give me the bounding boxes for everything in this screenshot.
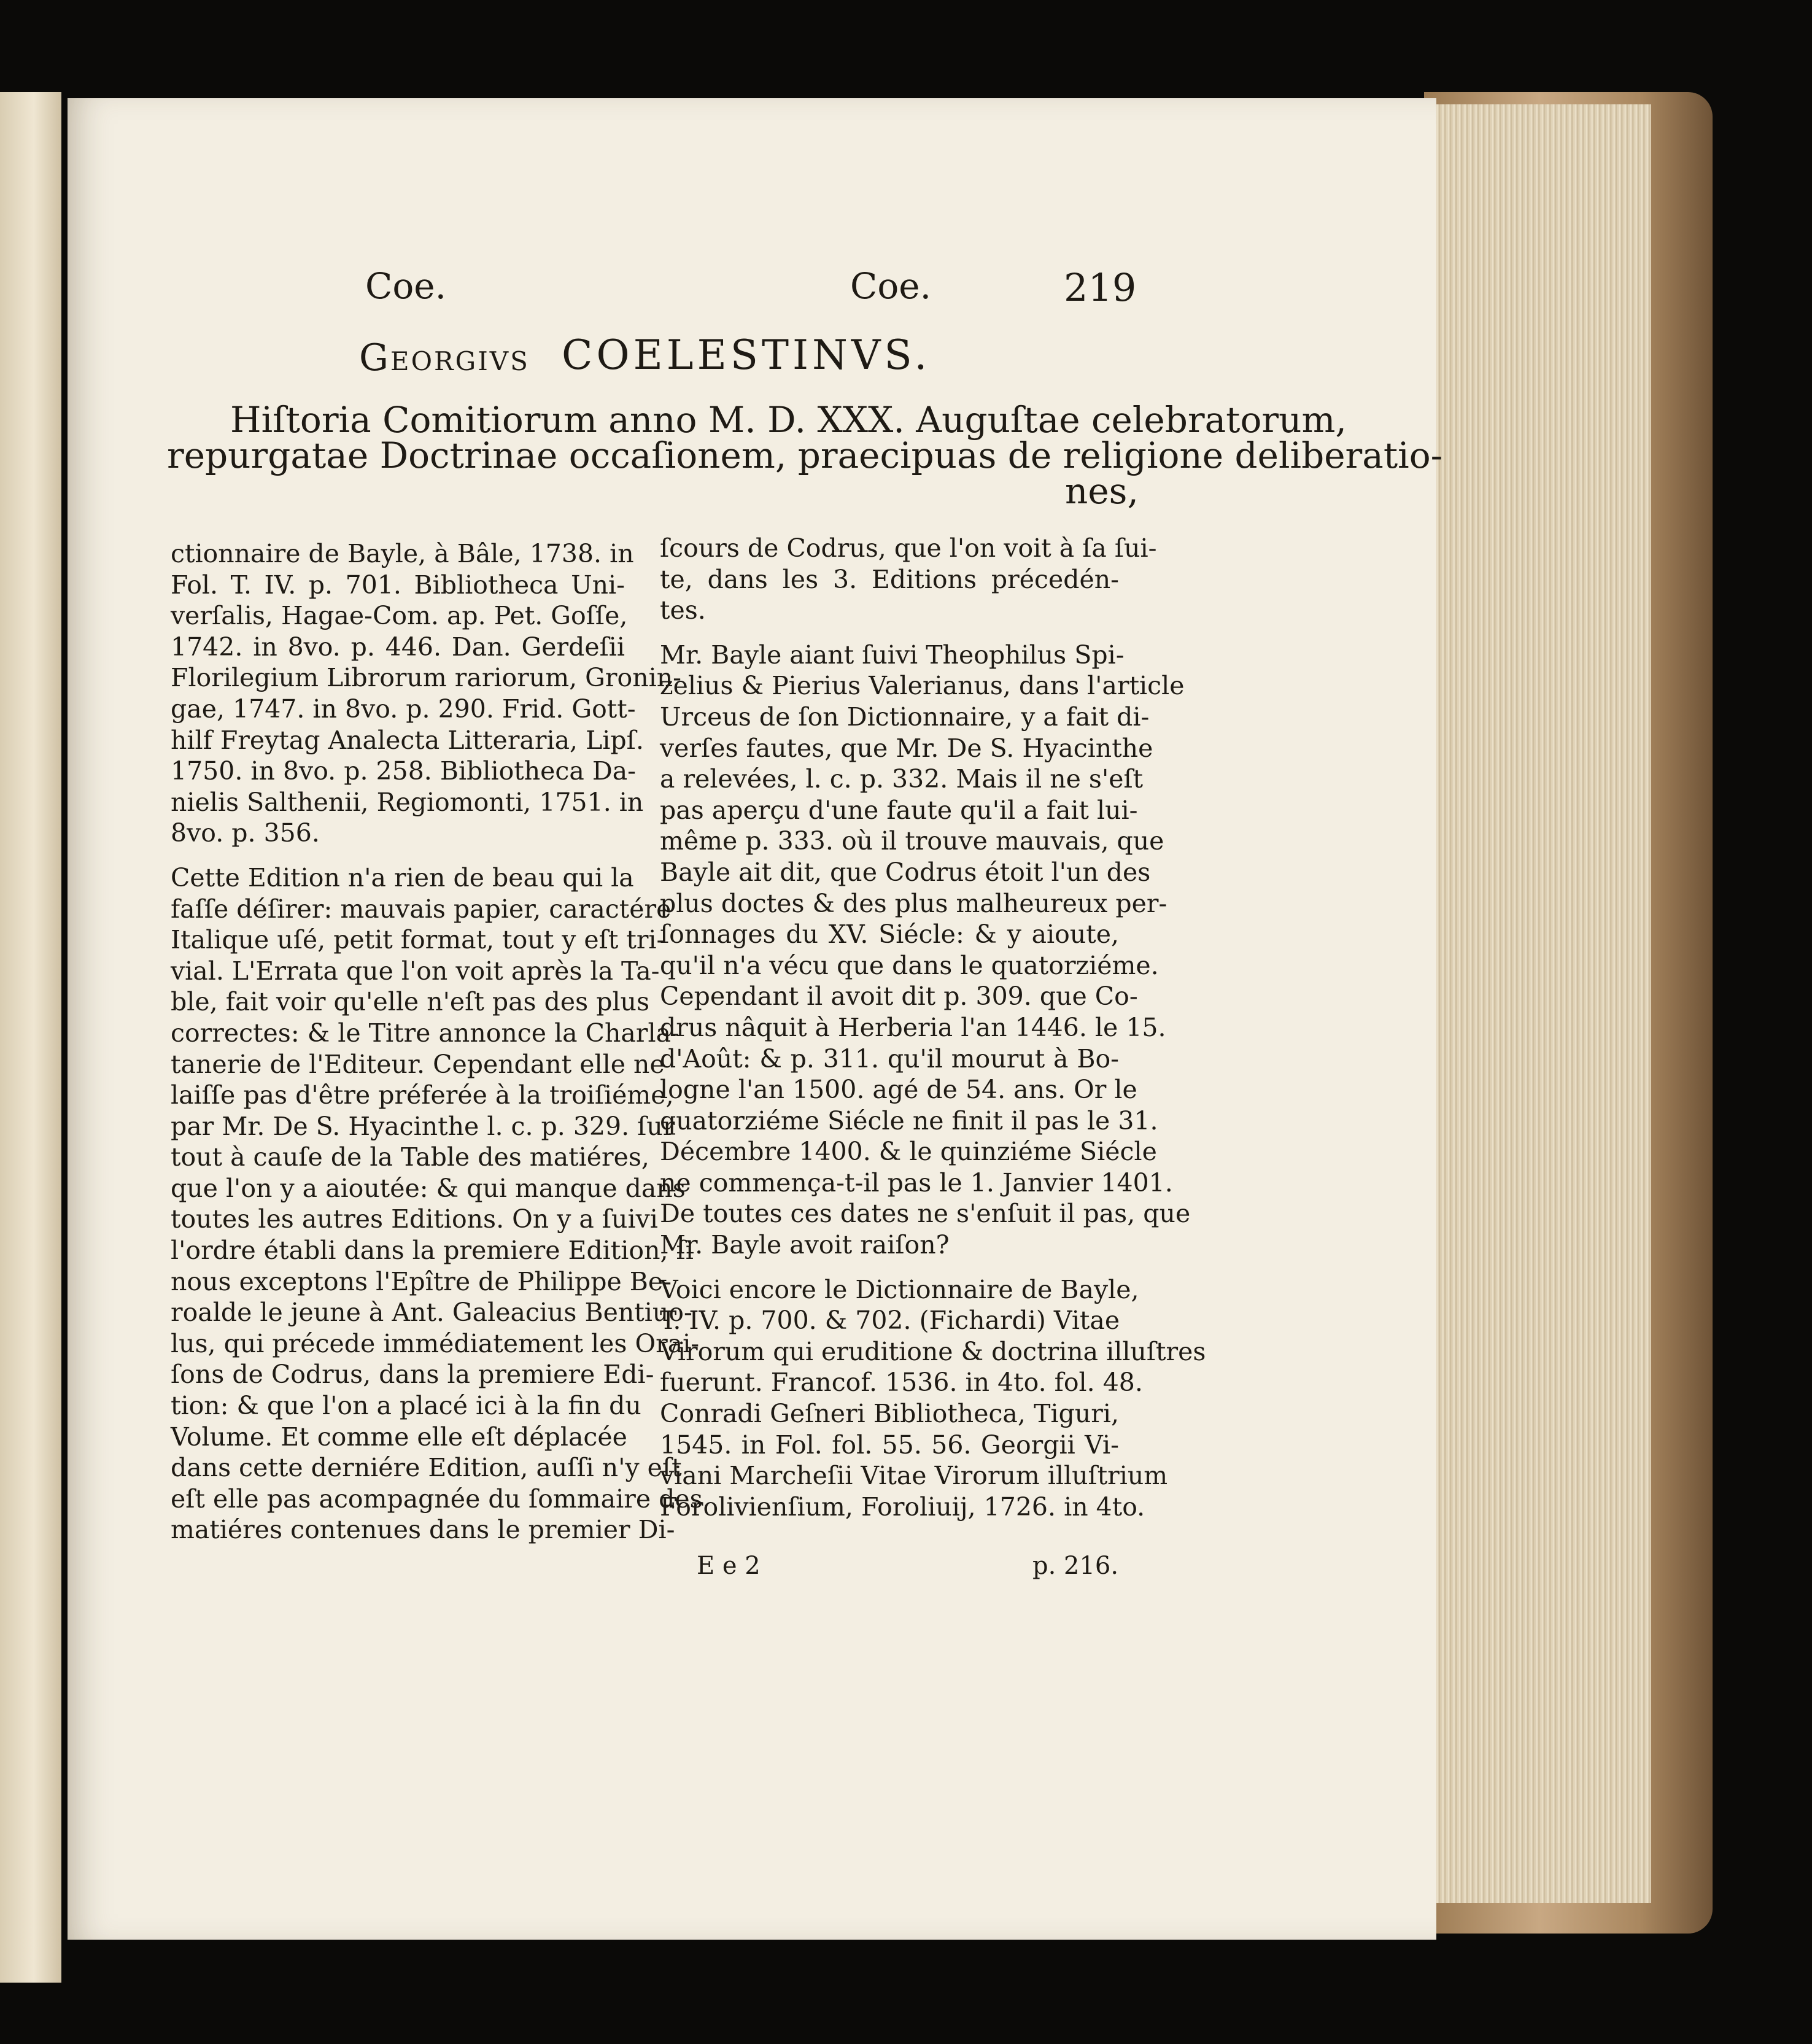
subtitle-line-2: repurgatae Doctrinae occaſionem, praecipuas de religione deliberatio- [167,435,1443,476]
text-line: De toutes ces dates ne s'enſuit il pas, que [660,1199,1191,1229]
text-line: Virorum qui eruditione & doctrina illuſtres [660,1336,1206,1366]
text-line: nous exceptons l'Epître de Philippe Be- [171,1266,672,1296]
text-line [660,1261,1119,1274]
text-line: Urceus de ſon Dictionnaire, y a fait di- [660,702,1150,732]
text-line: lus, qui précede immédiatement les Orai- [171,1328,700,1358]
text-line: ctionnaire de Bayle, à Bâle, 1738. in [171,539,634,568]
text-line: quatorziéme Siécle ne finit il pas le 31. [660,1105,1158,1136]
text-line: T. IV. p. 700. & 702. (Fichardi) Vitae [660,1306,1120,1336]
author-surname: COELESTINVS. [562,331,931,379]
text-line: d'Août: & p. 311. qu'il mourut à Bo- [660,1043,1119,1074]
text-line: toutes les autres Editions. On y a ſuivi [171,1204,658,1234]
text-line: 1750. in 8vo. p. 258. Bibliotheca Da- [171,756,637,786]
text-line: gae, 1747. in 8vo. p. 290. Frid. Gott- [171,694,636,724]
text-line: qu'il n'a vécu que dans le quatorziéme. [660,950,1159,980]
text-line: Cette Edition n'a rien de beau qui la [171,862,634,892]
text-line: viani Marcheſii Vitae Virorum illuſtrium [660,1461,1168,1491]
text-line: 1545. in Fol. fol. 55. 56. Georgii Vi- [660,1430,1119,1460]
text-line [660,626,1119,640]
text-line: tion: & que l'on a placé ici à la fin du [171,1391,641,1421]
text-line: logne l'an 1500. agé de 54. ans. Or le [660,1075,1137,1105]
text-line: dans cette derniére Edition, auſſi n'y eſt [171,1453,682,1483]
text-line: Voici encore le Dictionnaire de Bayle, [660,1274,1139,1304]
text-line: hilf Freytag Analecta Litteraria, Lipſ. [171,725,644,755]
text-line: vial. L'Errata que l'on voit après la Ta- [171,956,660,986]
text-line: drus nâquit à Herberia l'an 1446. le 15. [660,1012,1166,1042]
text-line: Cependant il avoit dit p. 309. que Co- [660,981,1138,1012]
text-line: eſt elle pas acompagnée du ſommaire des [171,1484,703,1514]
text-line: pas aperçu d'une faute qu'il a fait lui- [660,795,1138,825]
text-line: a relevées, l. c. p. 332. Mais il ne s'eſt [660,764,1144,794]
text-line: nielis Salthenii, Regiomonti, 1751. in [171,787,644,817]
author-first-name: Georgivs [359,336,530,379]
text-line: ſcours de Codrus, que l'on voit à ſa ſui- [660,533,1157,563]
signature-mark: E e 2 [697,1552,761,1580]
text-line: l'ordre établi dans la premiere Edition, ſi [171,1236,694,1266]
text-line: fuerunt. Francof. 1536. in 4to. fol. 48. [660,1368,1143,1398]
text-line: Bayle ait dit, que Codrus étoit l'un des [660,857,1151,887]
running-head-center: Coe. [850,265,932,307]
text-line: ſonnages du XV. Siécle: & y aioute, [660,919,1119,950]
page-edges [1430,104,1651,1903]
text-line: te, dans les 3. Editions précedén- [660,564,1119,594]
text-line: par Mr. De S. Hyacinthe l. c. p. 329. ſur [171,1111,675,1141]
text-line: 8vo. p. 356. [171,818,320,848]
text-line: laiſſe pas d'être préferée à la troiſiéme, [171,1080,674,1110]
text-line: verſalis, Hagae-Com. ap. Pet. Goſſe, [171,601,628,631]
catchword: p. 216. [1032,1552,1119,1580]
text-line: Fol. T. IV. p. 701. Bibliotheca Uni- [171,570,625,600]
text-line: même p. 333. où il trouve mauvais, que [660,826,1164,856]
text-line: tes. [660,595,706,625]
text-line: correctes: & le Titre annonce la Charla- [171,1018,680,1048]
running-head-left: Coe. [365,265,447,307]
text-line: ne commença-t-il pas le 1. Janvier 1401. [660,1167,1173,1198]
subtitle-line-3: nes, [1065,470,1139,512]
text-line: roalde le jeune à Ant. Galeacius Bentiuo- [171,1298,692,1328]
text-line: Mr. Bayle avoit raiſon? [660,1230,950,1260]
text-line: Italique uſé, petit format, tout y eſt tri- [171,925,665,955]
text-line: faſſe déſirer: mauvais papier, caractére [171,894,672,924]
page-number: 219 [1064,265,1137,310]
text-line: tout à cauſe de la Table des matiéres, [171,1142,649,1172]
text-line: ſons de Codrus, dans la premiere Edi- [171,1360,654,1390]
text-line: Conradi Geſneri Bibliotheca, Tiguri, [660,1399,1119,1429]
text-line [171,849,625,862]
text-line: verſes fautes, que Mr. De S. Hyacinthe [660,733,1153,763]
text-line: Volume. Et comme elle eſt déplacée [171,1422,627,1452]
text-line: tanerie de l'Editeur. Cependant elle ne [171,1049,665,1079]
text-line: que l'on y a aioutée: & qui manque dans [171,1173,686,1203]
text-line: Florilegium Librorum rariorum, Gronin- [171,663,681,693]
left-column [171,538,703,1546]
right-column [660,533,1206,1522]
left-page-edge [0,92,61,1983]
text-line: zelius & Pierius Valerianus, dans l'article [660,671,1185,701]
text-line: Mr. Bayle aiant ſuivi Theophilus Spi- [660,640,1125,670]
subtitle-line-1: Hiſtoria Comitiorum anno M. D. XXX. Auguſtae celebratorum, [230,399,1347,441]
text-line: plus doctes & des plus malheureux per- [660,888,1167,918]
text-line: matiéres contenues dans le premier Di- [171,1515,675,1545]
text-line: 1742. in 8vo. p. 446. Dan. Gerdeſii [171,632,625,662]
text-line: Décembre 1400. & le quinziéme Siécle [660,1137,1157,1167]
text-line: Forolivienſium, Foroliuij, 1726. in 4to. [660,1492,1145,1522]
text-line: ble, fait voir qu'elle n'eſt pas des plus [171,987,650,1017]
